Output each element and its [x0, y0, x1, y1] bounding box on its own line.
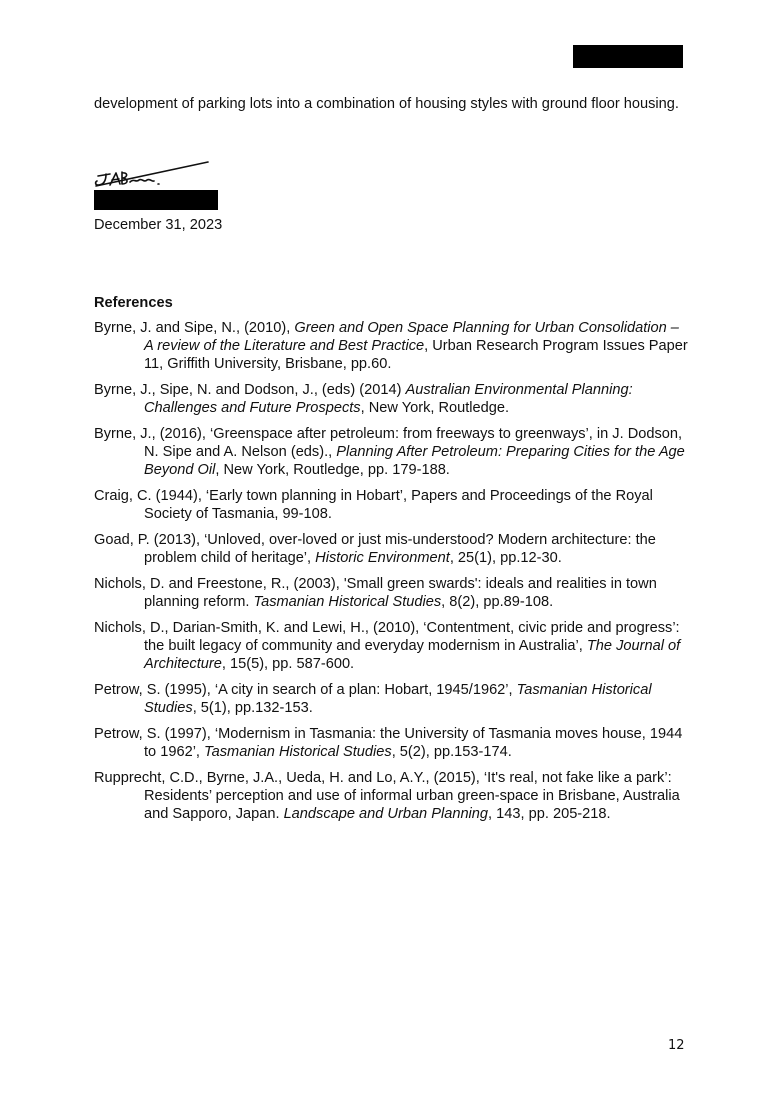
signature-image	[92, 158, 217, 192]
intro-paragraph: development of parking lots into a combination of housing styles with ground floor housing.	[94, 96, 679, 112]
page-number: 12	[668, 1038, 685, 1053]
signature-date: December 31, 2023	[94, 217, 223, 233]
reference-item: Nichols, D. and Freestone, R., (2003), 'Small green swards': ideals and realities in town planning reform. Tasmanian Historical Studies, 8(2), pp.89-108.	[94, 576, 657, 610]
redaction-block-name	[94, 190, 218, 210]
reference-item: Byrne, J., (2016), ‘Greenspace after petroleum: from freeways to greenways’, in J. Dodson, N. Sipe and A. Nelson (eds)., Planning After Petroleum: Preparing Cities for the Age Beyond Oil, New York, Routledge, pp. 179-188.	[94, 426, 685, 478]
reference-item: Petrow, S. (1995), ‘A city in search of a plan: Hobart, 1945/1962’, Tasmanian Historical Studies, 5(1), pp.132-153.	[94, 682, 652, 716]
references-heading: References	[94, 295, 173, 311]
reference-item: Rupprecht, C.D., Byrne, J.A., Ueda, H. and Lo, A.Y., (2015), ‘It's real, not fake like a park’: Residents’ perception and use of informal urban green-space in Brisbane, Australia and Sapporo, Japan. Landscape and Urban Planning, 143, pp. 205-218.	[94, 770, 680, 822]
redaction-block-header	[573, 45, 683, 68]
reference-item: Byrne, J. and Sipe, N., (2010), Green and Open Space Planning for Urban Consolidation – A review of the Literature and Best Practice, Urban Research Program Issues Paper 11, Griffith University, Brisbane, pp.60.	[94, 320, 688, 372]
reference-item: Nichols, D., Darian-Smith, K. and Lewi, H., (2010), ‘Contentment, civic pride and progress’: the built legacy of community and everyday modernism in Australia’, The Journal of Architecture, 15(5), pp. 587-600.	[94, 620, 681, 672]
reference-item: Byrne, J., Sipe, N. and Dodson, J., (eds) (2014) Australian Environmental Planning: Challenges and Future Prospects, New York, Routledge.	[94, 382, 633, 416]
reference-item: Goad, P. (2013), ‘Unloved, over-loved or just mis-understood? Modern architecture: the problem child of heritage’, Historic Environment, 25(1), pp.12-30.	[94, 532, 656, 566]
reference-item: Craig, C. (1944), ‘Early town planning in Hobart’, Papers and Proceedings of the Royal Society of Tasmania, 99-108.	[94, 488, 653, 522]
reference-item: Petrow, S. (1997), ‘Modernism in Tasmania: the University of Tasmania moves house, 1944 to 1962’, Tasmanian Historical Studies, 5(2), pp.153-174.	[94, 726, 683, 760]
reference-list	[94, 319, 689, 831]
